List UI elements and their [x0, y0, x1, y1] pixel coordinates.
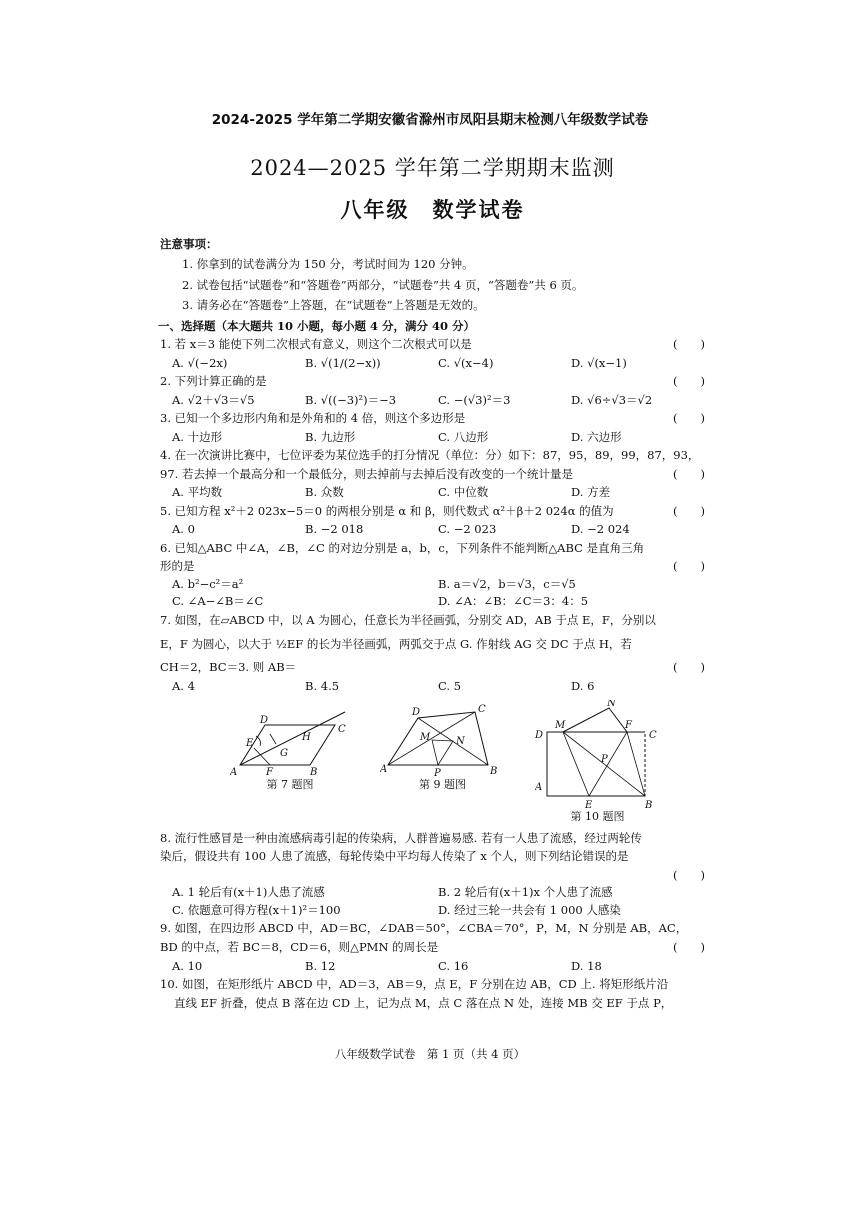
q2-options: A. √2＋√3＝√5 B. √((−3)²)＝−3 C. −(√3)²＝3 D. √6÷√3＝√2: [172, 392, 653, 407]
svg-text:P: P: [434, 768, 441, 779]
note-item: 1. 你拿到的试卷满分为 150 分，考试时间为 120 分钟。: [182, 257, 474, 272]
question-4-cont: 97. 若去掉一个最高分和一个最低分，则去掉前与去掉后没有改变的一个统计量是 ( ): [160, 466, 705, 481]
svg-text:F: F: [625, 720, 632, 732]
question-2: 2. 下列计算正确的是 ( ): [160, 374, 705, 389]
q8-options-cd: C. 依题意可得方程(x＋1)²＝100 D. 经过三轮一共会有 1 000 人感染: [172, 902, 621, 917]
svg-text:D: D: [412, 707, 421, 719]
svg-text:H: H: [302, 732, 311, 744]
figure-7: [230, 700, 350, 825]
question-7-cont2: CH＝2，BC＝3. 则 AB＝ ( ): [160, 660, 705, 675]
answer-bracket: ( ): [673, 374, 705, 389]
figure-10: [535, 700, 660, 825]
svg-text:B: B: [310, 767, 318, 779]
exam-title: 2024—2025 学年第二学期期末监测: [250, 156, 615, 180]
svg-text:C: C: [649, 730, 657, 742]
svg-text:M: M: [420, 732, 431, 744]
parallelogram-figure: [230, 700, 350, 778]
svg-text:N: N: [607, 700, 616, 710]
svg-text:B: B: [490, 766, 498, 778]
svg-text:N: N: [456, 736, 465, 748]
answer-bracket: ( ): [673, 503, 705, 518]
svg-text:D: D: [260, 715, 269, 727]
question-1: 1. 若 x＝3 能使下列二次根式有意义，则这个二次根式可以是 ( ): [160, 337, 705, 352]
exam-paper: [160, 150, 705, 1011]
q6-options-cd: C. ∠A−∠B＝∠C D. ∠A：∠B：∠C＝3：4：5: [172, 594, 589, 609]
svg-text:B: B: [645, 800, 653, 811]
q7-options: A. 4 B. 4.5 C. 5 D. 6: [172, 678, 595, 693]
rectangle-fold-figure: [535, 700, 660, 810]
q8-options-ab: A. 1 轮后有(x＋1)人患了流感 B. 2 轮后有(x＋1)x 个人患了流感: [172, 885, 613, 900]
question-7-cont: E，F 为圆心，以大于 ½EF 的长为半径画弧，两弧交于点 G. 作射线 AG 交 DC 于点 H，若: [160, 636, 632, 651]
page-footer: 八年级数学试卷 第 1 页（共 4 页）: [334, 1047, 526, 1061]
svg-text:P: P: [601, 754, 608, 766]
svg-text:F: F: [266, 767, 273, 779]
question-7: 7. 如图，在▱ABCD 中，以 A 为圆心，任意长为半径画弧，分别交 AD，AB 于点 E，F，分别以: [160, 613, 656, 627]
question-10: 10. 如图，在矩形纸片 ABCD 中，AD＝3，AB＝9，点 E，F 分别在边 AB，CD 上. 将矩形纸片沿: [160, 977, 669, 992]
q6-options-ab: A. b²−c²＝a² B. a＝√2，b＝√3，c＝√5: [172, 576, 576, 591]
question-6: 6. 已知△ABC 中∠A，∠B，∠C 的对边分别是 a，b，c，下列条件不能判断△ABC 是直角三角: [160, 540, 645, 555]
note-item: 3. 请务必在“答题卷”上答题，在“试题卷”上答题是无效的。: [182, 298, 485, 313]
q1-options: A. √(−2x) B. √(1/(2−x)) C. √(x−4) D. √(x−1): [172, 355, 627, 370]
svg-text:M: M: [555, 720, 566, 732]
svg-text:A: A: [380, 764, 388, 776]
quadrilateral-figure: [380, 700, 505, 778]
question-9-cont: BD 的中点，若 BC＝8，CD＝6，则△PMN 的周长是 ( ): [160, 940, 705, 954]
question-10-cont: 直线 EF 折叠，使点 B 落在边 CD 上，记为点 M，点 C 落在点 N 处，连接 MB 交 EF 于点 P，: [174, 995, 673, 1010]
notes-title: 注意事项：: [160, 236, 218, 251]
question-9: 9. 如图，在四边形 ABCD 中，AD＝BC，∠DAB＝50°，∠CBA＝70°，P，M，N 分别是 AB，AC，: [160, 921, 688, 936]
question-4: 4. 在一次演讲比赛中，七位评委为某位选手的打分情况（单位：分）如下：87，95，89，99，87，93，: [160, 448, 700, 463]
document-header-title: 2024-2025 学年第二学期安徽省滁州市凤阳县期末检测八年级数学试卷: [211, 112, 649, 128]
question-6-cont: 形的是 ( ): [160, 559, 705, 574]
question-8: 8. 流行性感冒是一种由流感病毒引起的传染病，人群普遍易感. 若有一人患了流感，经过两轮传: [160, 830, 642, 845]
svg-text:D: D: [535, 730, 544, 742]
answer-bracket: ( ): [673, 940, 705, 954]
figure-10-caption: 第 10 题图: [570, 810, 625, 824]
figure-9: [380, 700, 505, 825]
svg-text:E: E: [585, 800, 593, 811]
note-item: 2. 试卷包括“试题卷”和“答题卷”两部分，“试题卷”共 4 页，“答题卷”共 6 页。: [182, 277, 584, 292]
svg-text:A: A: [535, 782, 543, 794]
question-8-bracket: [160, 868, 705, 884]
q4-options: A. 平均数 B. 众数 C. 中位数 D. 方差: [172, 485, 611, 500]
answer-bracket: ( ): [673, 867, 705, 882]
section-heading: 一、选择题（本大题共 10 小题，每小题 4 分，满分 40 分）: [158, 318, 476, 333]
svg-text:E: E: [246, 738, 254, 750]
q3-options: A. 十边形 B. 九边形 C. 八边形 D. 六边形: [172, 429, 622, 444]
figures-row: [230, 700, 660, 825]
question-5: 5. 已知方程 x²＋2 023x−5＝0 的两根分别是 α 和 β，则代数式 α²＋β＋2 024α 的值为 ( ): [160, 503, 705, 518]
q9-options: A. 10 B. 12 C. 16 D. 18: [172, 958, 602, 973]
svg-text:C: C: [478, 704, 486, 716]
figure-7-caption: 第 7 题图: [266, 778, 314, 792]
answer-bracket: ( ): [673, 466, 705, 481]
svg-text:A: A: [230, 767, 238, 779]
figure-9-caption: 第 9 题图: [419, 778, 466, 792]
answer-bracket: ( ): [673, 559, 705, 574]
q5-options: A. 0 B. −2 018 C. −2 023 D. −2 024: [172, 522, 630, 537]
question-3: 3. 已知一个多边形内角和是外角和的 4 倍，则这个多边形是 ( ): [160, 411, 705, 426]
exam-subtitle: 八年级 数学试卷: [340, 198, 525, 223]
svg-text:C: C: [338, 724, 346, 736]
answer-bracket: ( ): [673, 660, 705, 675]
svg-text:G: G: [280, 748, 288, 760]
answer-bracket: ( ): [673, 411, 705, 426]
answer-bracket: ( ): [673, 337, 705, 352]
question-8-cont: 染后，假设共有 100 人患了流感，每轮传染中平均每人传染了 x 个人，则下列结论错误的是: [160, 849, 629, 864]
